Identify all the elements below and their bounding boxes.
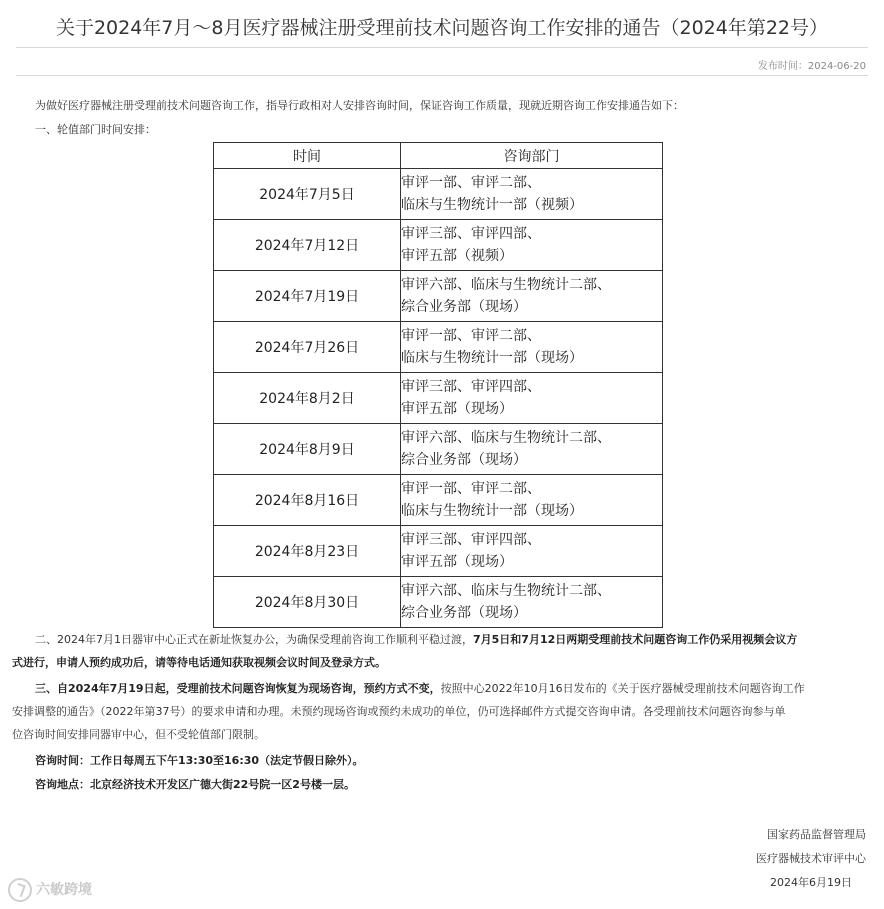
row-date: 2024年8月16日 [214, 475, 401, 526]
intro-paragraph: 为做好医疗器械注册受理前技术问题咨询工作，指导行政相对人安排咨询时间，保证咨询工作质量，现就近期咨询工作安排通告如下： [35, 99, 684, 112]
watermark-logo-icon [8, 878, 32, 902]
section1-heading: 一、轮值部门时间安排： [35, 123, 156, 136]
dept-line: 临床与生物统计一部（视频） [401, 197, 583, 213]
section2-line1 [35, 629, 797, 650]
table-row [214, 577, 663, 628]
row-dept [401, 526, 663, 577]
title-divider [16, 47, 868, 48]
dept-line: 综合业务部（现场） [401, 299, 527, 315]
dept-line: 临床与生物统计一部（现场） [401, 350, 583, 366]
section2-bold-cont: 式进行，申请人预约成功后，请等待电话通知获取视频会议时间及登录方式。 [12, 656, 386, 669]
section3-line3: 位咨询时间安排同器审中心，但不受轮值部门限制。 [12, 728, 265, 741]
schedule-table [213, 142, 663, 628]
row-date: 2024年8月30日 [214, 577, 401, 628]
dept-line: 审评六部、临床与生物统计二部、 [401, 583, 611, 599]
signature-date: 2024年6月19日 [770, 876, 852, 889]
row-dept [401, 322, 663, 373]
row-dept [401, 220, 663, 271]
signature-org2: 医疗器械技术审评中心 [756, 852, 866, 865]
dept-line: 审评五部（现场） [401, 401, 513, 417]
consult-location-text: 咨询地点：北京经济技术开发区广德大街22号院一区2号楼一层。 [35, 778, 355, 791]
row-dept [401, 271, 663, 322]
table-row [214, 169, 663, 220]
dept-line: 审评三部、审评四部、 [401, 532, 541, 548]
watermark [8, 878, 92, 902]
dept-line: 审评一部、审评二部、 [401, 481, 541, 497]
consult-time-text: 咨询时间：工作日每周五下午13:30至16:30（法定节假日除外）。 [35, 754, 364, 767]
dept-line: 审评三部、审评四部、 [401, 226, 541, 242]
dept-line: 审评五部（现场） [401, 554, 513, 570]
signature-org1: 国家药品监督管理局 [767, 828, 866, 841]
header-time: 时间 [214, 143, 401, 169]
table-row [214, 475, 663, 526]
dept-line: 审评一部、审评二部、 [401, 175, 541, 191]
table-row [214, 322, 663, 373]
publish-label: 发布时间： [757, 61, 808, 72]
table-row [214, 526, 663, 577]
dept-line: 临床与生物统计一部（现场） [401, 503, 583, 519]
section3-line1 [35, 678, 805, 699]
row-date: 2024年7月26日 [214, 322, 401, 373]
row-dept [401, 373, 663, 424]
dept-line: 审评六部、临床与生物统计二部、 [401, 277, 611, 293]
table-row [214, 220, 663, 271]
row-date: 2024年7月5日 [214, 169, 401, 220]
row-date: 2024年7月12日 [214, 220, 401, 271]
meta-divider [16, 75, 868, 76]
section2-bold: 7月5日和7月12日两期受理前技术问题咨询工作仍采用视频会议方 [473, 633, 798, 646]
consult-location [35, 774, 355, 795]
page-title: 关于2024年7月～8月医疗器械注册受理前技术问题咨询工作安排的通告（2024年第22号） [55, 17, 829, 39]
row-date: 2024年7月19日 [214, 271, 401, 322]
section2-text: 二、2024年7月1日器审中心正式在新址恢复办公，为确保受理前咨询工作顺利平稳过渡， [35, 633, 473, 646]
dept-line: 审评五部（视频） [401, 248, 513, 264]
section3-text: 按照中心2022年10月16日发布的《关于医疗器械受理前技术问题咨询工作 [440, 682, 805, 695]
dept-line: 综合业务部（现场） [401, 605, 527, 621]
publish-date-value: 2024-06-20 [807, 61, 866, 72]
dept-line: 审评六部、临床与生物统计二部、 [401, 430, 611, 446]
watermark-text: 六敏跨境 [36, 882, 92, 898]
row-date: 2024年8月9日 [214, 424, 401, 475]
row-dept [401, 424, 663, 475]
dept-line: 审评一部、审评二部、 [401, 328, 541, 344]
table-row [214, 271, 663, 322]
section3-line2: 安排调整的通告》（2022年第37号）的要求申请和办理。未预约现场咨询或预约未成功的单位，仍可选择邮件方式提交咨询申请。各受理前技术问题咨询参与单 [12, 705, 786, 718]
section3-bold: 三、自2024年7月19日起，受理前技术问题咨询恢复为现场咨询，预约方式不变， [35, 682, 441, 695]
row-dept [401, 577, 663, 628]
dept-line: 审评三部、审评四部、 [401, 379, 541, 395]
section2-line2 [12, 652, 386, 673]
row-date: 2024年8月2日 [214, 373, 401, 424]
header-dept: 咨询部门 [401, 143, 663, 169]
row-date: 2024年8月23日 [214, 526, 401, 577]
consult-time [35, 750, 364, 771]
table-row [214, 424, 663, 475]
row-dept [401, 475, 663, 526]
row-dept [401, 169, 663, 220]
dept-line: 综合业务部（现场） [401, 452, 527, 468]
table-header-row [214, 143, 663, 169]
publish-date [758, 57, 866, 72]
table-row [214, 373, 663, 424]
